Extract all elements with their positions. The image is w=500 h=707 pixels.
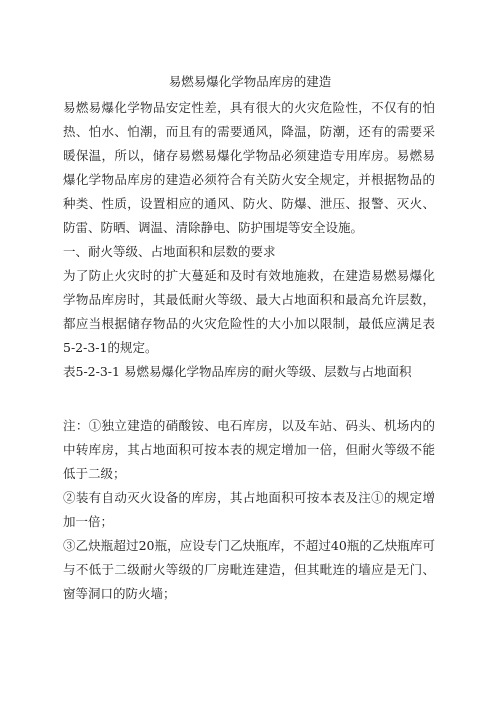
document-title: 易燃易爆化学物品库房的建造 — [168, 74, 332, 89]
note-paragraph: ②装有自动灭火设备的库房，其占地面积可按本表及注①的规定增加一倍； — [63, 490, 435, 529]
note-paragraph: 注：①独立建造的硝酸铵、电石库房，以及车站、码头、机场内的中转库房，其占地面积可按本表的规定增加一倍，但耐火等级不能低于二级； — [63, 418, 435, 481]
section-heading: 一、耐火等级、占地面积和层数的要求 — [63, 244, 276, 259]
table-gap — [63, 384, 435, 414]
section-paragraph: 为了防止火灾时的扩大蔓延和及时有效地施救，在建造易燃易爆化学物品库房时，其最低耐火等级、最大占地面积和最高允许层数，都应当根据储存物品的火灾危险性的大小加以限制，最低应满足表5-2-3-1的规定。 — [63, 268, 435, 355]
note-paragraph: ③乙炔瓶超过20瓶，应设专门乙炔瓶库，不超过40瓶的乙炔瓶库可与不低于二级耐火等级的厂房毗连建造，但其毗连的墙应是无门、窗等洞口的防火墙； — [63, 538, 435, 601]
intro-paragraph: 易燃易爆化学物品安定性差，具有很大的火灾危险性，不仅有的怕热、怕水、怕潮，而且有的需要通风，降温，防潮，还有的需要采暖保温，所以，储存易燃易爆化学物品必须建造专用库房。易燃易爆化学物品库房的建造必须符合有关防火安全规定，并根据物品的种类、性质，设置相应的通风、防火、防爆、泄压、报警、灭火、防雷、防晒、调温、清除静电、防护围堤等安全设施。 — [63, 100, 435, 235]
document-body — [63, 96, 435, 606]
table-caption: 表5-2-3-1 易燃易爆化学物品库房的耐火等级、层数与占地面积 — [63, 364, 412, 379]
